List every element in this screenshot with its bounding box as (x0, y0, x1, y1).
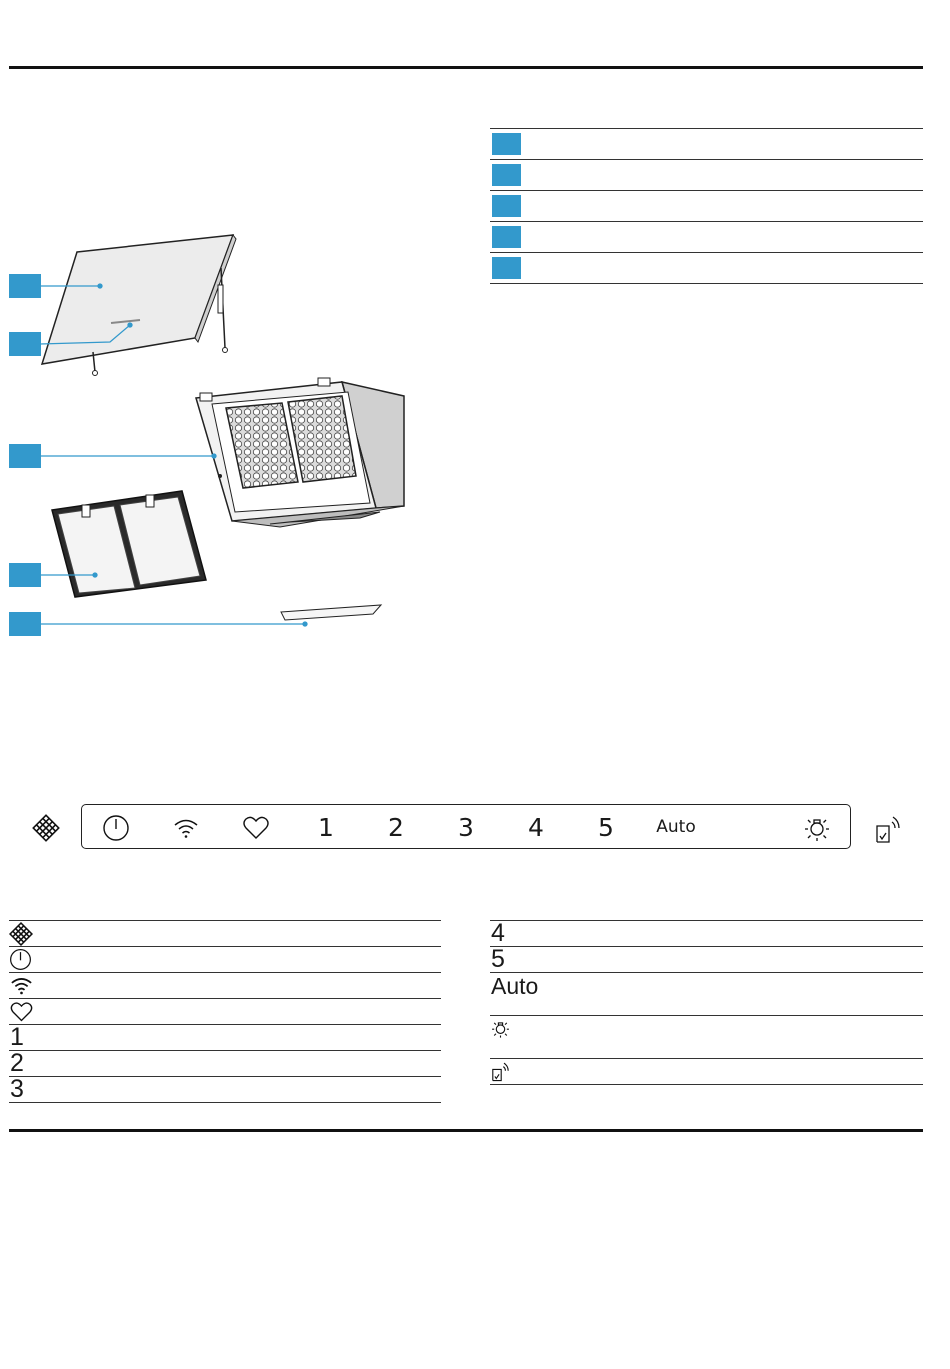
fan-level-3-button[interactable]: 3 (458, 813, 474, 842)
callout-marker (492, 164, 521, 186)
symbol-label: Auto (491, 973, 539, 999)
callout-marker (492, 257, 521, 279)
symbol-table-left (9, 920, 441, 1103)
cover-strip-part (281, 605, 381, 620)
grid-icon[interactable] (32, 814, 60, 842)
legend-row (490, 129, 923, 160)
power-button[interactable] (102, 805, 130, 850)
front-panel-part (42, 235, 236, 376)
hood-exploded-illustration (0, 220, 420, 650)
auto-mode-button[interactable]: Auto (656, 817, 696, 837)
table-row (9, 947, 441, 973)
light-button[interactable] (802, 805, 832, 850)
fan-level-2-button[interactable]: 2 (388, 813, 404, 842)
grease-filter-part (52, 491, 206, 597)
table-row (9, 1051, 441, 1077)
table-row (9, 1025, 441, 1051)
legend-row (490, 222, 923, 253)
fan-level-4-button[interactable]: 4 (528, 813, 544, 842)
legend-row (490, 253, 923, 284)
table-row (490, 1016, 923, 1059)
top-rule (9, 66, 923, 69)
callout-marker (9, 332, 41, 356)
callout-marker (9, 563, 41, 587)
table-row (9, 921, 441, 947)
table-row (9, 1077, 441, 1103)
table-row (9, 999, 441, 1025)
fan-level-1-button[interactable]: 1 (318, 813, 334, 842)
remote-start-icon[interactable] (873, 814, 903, 844)
symbol-label: 1 (10, 1023, 24, 1051)
symbol-label: 4 (491, 919, 505, 947)
remote-start-icon (490, 1061, 511, 1082)
light-icon (802, 813, 832, 843)
component-legend (490, 128, 923, 284)
control-panel (81, 804, 851, 849)
legend-row (490, 160, 923, 191)
heart-icon (9, 1001, 34, 1023)
bottom-rule (9, 1129, 923, 1132)
symbol-table-right (490, 920, 923, 1085)
wifi-button[interactable] (172, 805, 200, 850)
table-row (490, 947, 923, 973)
symbol-label: 5 (491, 945, 505, 973)
callout-marker (492, 226, 521, 248)
callout-marker (9, 612, 41, 636)
grid-icon (9, 922, 33, 946)
power-icon (9, 948, 32, 971)
table-row (9, 973, 441, 999)
callout-marker (9, 444, 41, 468)
wifi-icon (172, 816, 200, 840)
symbol-label: 3 (10, 1075, 24, 1103)
light-icon (490, 1018, 511, 1039)
table-row (490, 973, 923, 1016)
table-row (490, 1059, 923, 1085)
callout-marker (9, 274, 41, 298)
callout-marker (492, 133, 521, 155)
wifi-icon (9, 975, 34, 996)
heart-icon (242, 815, 270, 841)
callout-marker (492, 195, 521, 217)
table-row (490, 921, 923, 947)
fan-level-5-button[interactable]: 5 (598, 813, 614, 842)
power-icon (102, 814, 130, 842)
hood-body-part (196, 378, 404, 527)
favourite-button[interactable] (242, 805, 270, 850)
symbol-label: 2 (10, 1049, 24, 1077)
legend-row (490, 191, 923, 222)
